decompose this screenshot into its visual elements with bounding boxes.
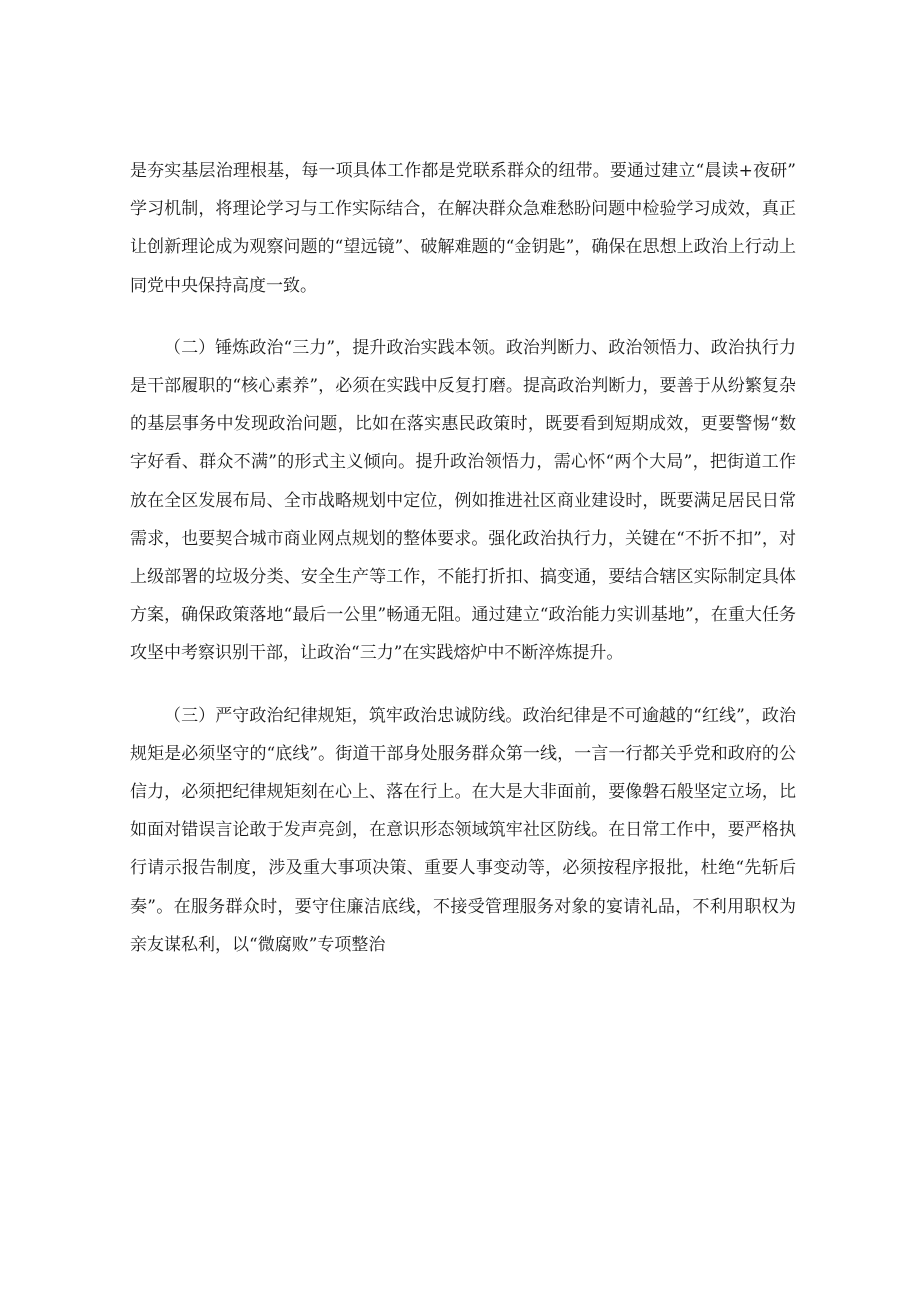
document-body (130, 152, 796, 964)
paragraph-section-3: （三）严守政治纪律规矩，筑牢政治忠诚防线。政治纪律是不可逾越的“红线”，政治规矩是必须坚守的“底线”。街道干部身处服务群众第一线，一言一行都关乎党和政府的公信力，必须把纪律规矩刻在心上、落在行上。在大是大非面前，要像磐石般坚定立场，比如面对错误言论敢于发声亮剑，在意识形态领域筑牢社区防线。在日常工作中，要严格执行请示报告制度，涉及重大事项决策、重要人事变动等，必须按程序报批，杜绝“先斩后奏”。在服务群众时，要守住廉洁底线，不接受管理服务对象的宴请礼品，不利用职权为亲友谋私利，以“微腐败”专项整治 (130, 705, 796, 955)
paragraph-section-2: （二）锤炼政治“三力”，提升政治实践本领。政治判断力、政治领悟力、政治执行力是干部履职的“核心素养”，必须在实践中反复打磨。提高政治判断力，要善于从纷繁复杂的基层事务中发现政治问题，比如在落实惠民政策时，既要看到短期成效，更要警惕“数字好看、群众不满”的形式主义倾向。提升政治领悟力，需心怀“两个大局”，把街道工作放在全区发展布局、全市战略规划中定位，例如推进社区商业建设时，既要满足居民日常需求，也要契合城市商业网点规划的整体要求。强化政治执行力，关键在“不折不扣”，对上级部署的垃圾分类、安全生产等工作，不能打折扣、搞变通，要结合辖区实际制定具体方案，确保政策落地“最后一公里”畅通无阻。通过建立“政治能力实训基地”，在重大任务攻坚中考察识别干部，让政治“三力”在实践熔炉中不断淬炼提升。 (130, 337, 796, 664)
paragraph-continuation: 是夯实基层治理根基，每一项具体工作都是党联系群众的纽带。要通过建立“晨读+夜研”学习机制，将理论学习与工作实际结合，在解决群众急难愁盼问题中检验学习成效，真正让创新理论成为观察问题的“望远镜”、破解难题的“金钥匙”，确保在思想上政治上行动上同党中央保持高度一致。 (130, 161, 796, 296)
